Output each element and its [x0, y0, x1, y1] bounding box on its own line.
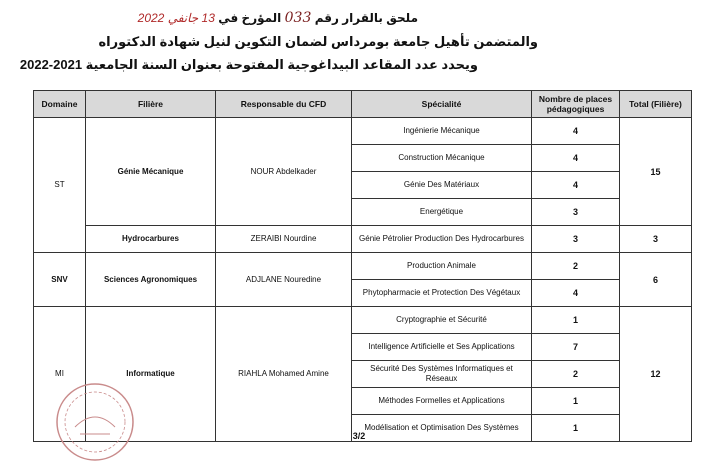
- responsable-cell: ZERAIBI Nourdine: [216, 226, 352, 253]
- places-cell: 4: [532, 118, 620, 145]
- total-cell: 6: [620, 253, 692, 307]
- responsable-cell: NOUR Abdelkader: [216, 118, 352, 226]
- filiere-cell: Hydrocarbures: [86, 226, 216, 253]
- decision-label: ملحق بالقرار رقم: [314, 11, 418, 25]
- places-cell: 7: [532, 334, 620, 361]
- filiere-cell: Sciences Agronomiques: [86, 253, 216, 307]
- responsable-cell: RIAHLA Mohamed Amine: [216, 307, 352, 442]
- col-responsable: Responsable du CFD: [216, 91, 352, 118]
- col-specialite: Spécialité: [352, 91, 532, 118]
- official-stamp-icon: [50, 372, 150, 462]
- col-domaine: Domaine: [34, 91, 86, 118]
- col-places: Nombre de places pédagogiques: [532, 91, 620, 118]
- places-cell: 2: [532, 361, 620, 388]
- responsable-cell: ADJLANE Nouredine: [216, 253, 352, 307]
- total-cell: 15: [620, 118, 692, 226]
- specialite-cell: Intelligence Artificielle et Ses Applications: [352, 334, 532, 361]
- table-header-row: [34, 91, 692, 118]
- header-line-1: [137, 10, 418, 26]
- table-row: [34, 226, 692, 253]
- domaine-cell: SNV: [34, 253, 86, 307]
- places-cell: 4: [532, 145, 620, 172]
- places-cell: 2: [532, 253, 620, 280]
- total-cell: 3: [620, 226, 692, 253]
- filiere-cell: Génie Mécanique: [86, 118, 216, 226]
- specialite-cell: Energétique: [352, 199, 532, 226]
- filiere-cell: Informatique: [86, 307, 216, 442]
- places-cell: 3: [532, 199, 620, 226]
- specialite-cell: Construction Mécanique: [352, 145, 532, 172]
- places-cell: 1: [532, 388, 620, 415]
- specialite-cell: Méthodes Formelles et Applications: [352, 388, 532, 415]
- col-filiere: Filière: [86, 91, 216, 118]
- places-cell: 1: [532, 415, 620, 442]
- table-row: [34, 253, 692, 280]
- decision-date: 13 جانفي 2022: [137, 11, 215, 25]
- places-cell: 3: [532, 226, 620, 253]
- total-cell: 12: [620, 307, 692, 442]
- specialite-cell: Ingénierie Mécanique: [352, 118, 532, 145]
- header-line-2: والمتضمن تأهيل جامعة بومرداس لضمان التكوين لنيل شهادة الدكتوراه: [98, 34, 538, 49]
- places-cell: 1: [532, 307, 620, 334]
- specialite-cell: Cryptographie et Sécurité: [352, 307, 532, 334]
- domaine-cell: MI: [34, 307, 86, 442]
- specialite-cell: Modélisation et Optimisation Des Systèmes: [352, 415, 532, 442]
- specialite-cell: Génie Pétrolier Production Des Hydrocarbures: [352, 226, 532, 253]
- specialite-cell: Génie Des Matériaux: [352, 172, 532, 199]
- decision-number: 033: [284, 10, 312, 26]
- table-row: [34, 307, 692, 334]
- table-row: [34, 118, 692, 145]
- places-cell: 4: [532, 172, 620, 199]
- specialite-cell: Phytopharmacie et Protection Des Végétaux: [352, 280, 532, 307]
- header-line-3: ويحدد عدد المقاعد البيداغوجية المفتوحة بعنوان السنة الجامعية 2021-2022: [19, 57, 478, 72]
- places-cell: 4: [532, 280, 620, 307]
- specialite-cell: Production Animale: [352, 253, 532, 280]
- domaine-cell: ST: [34, 118, 86, 253]
- page-number: 3/2: [352, 431, 366, 441]
- specialite-cell: Sécurité Des Systèmes Informatiques et Réseaux: [352, 361, 532, 388]
- dated-label: المؤرخ في: [218, 11, 282, 25]
- col-total: Total (Filière): [620, 91, 692, 118]
